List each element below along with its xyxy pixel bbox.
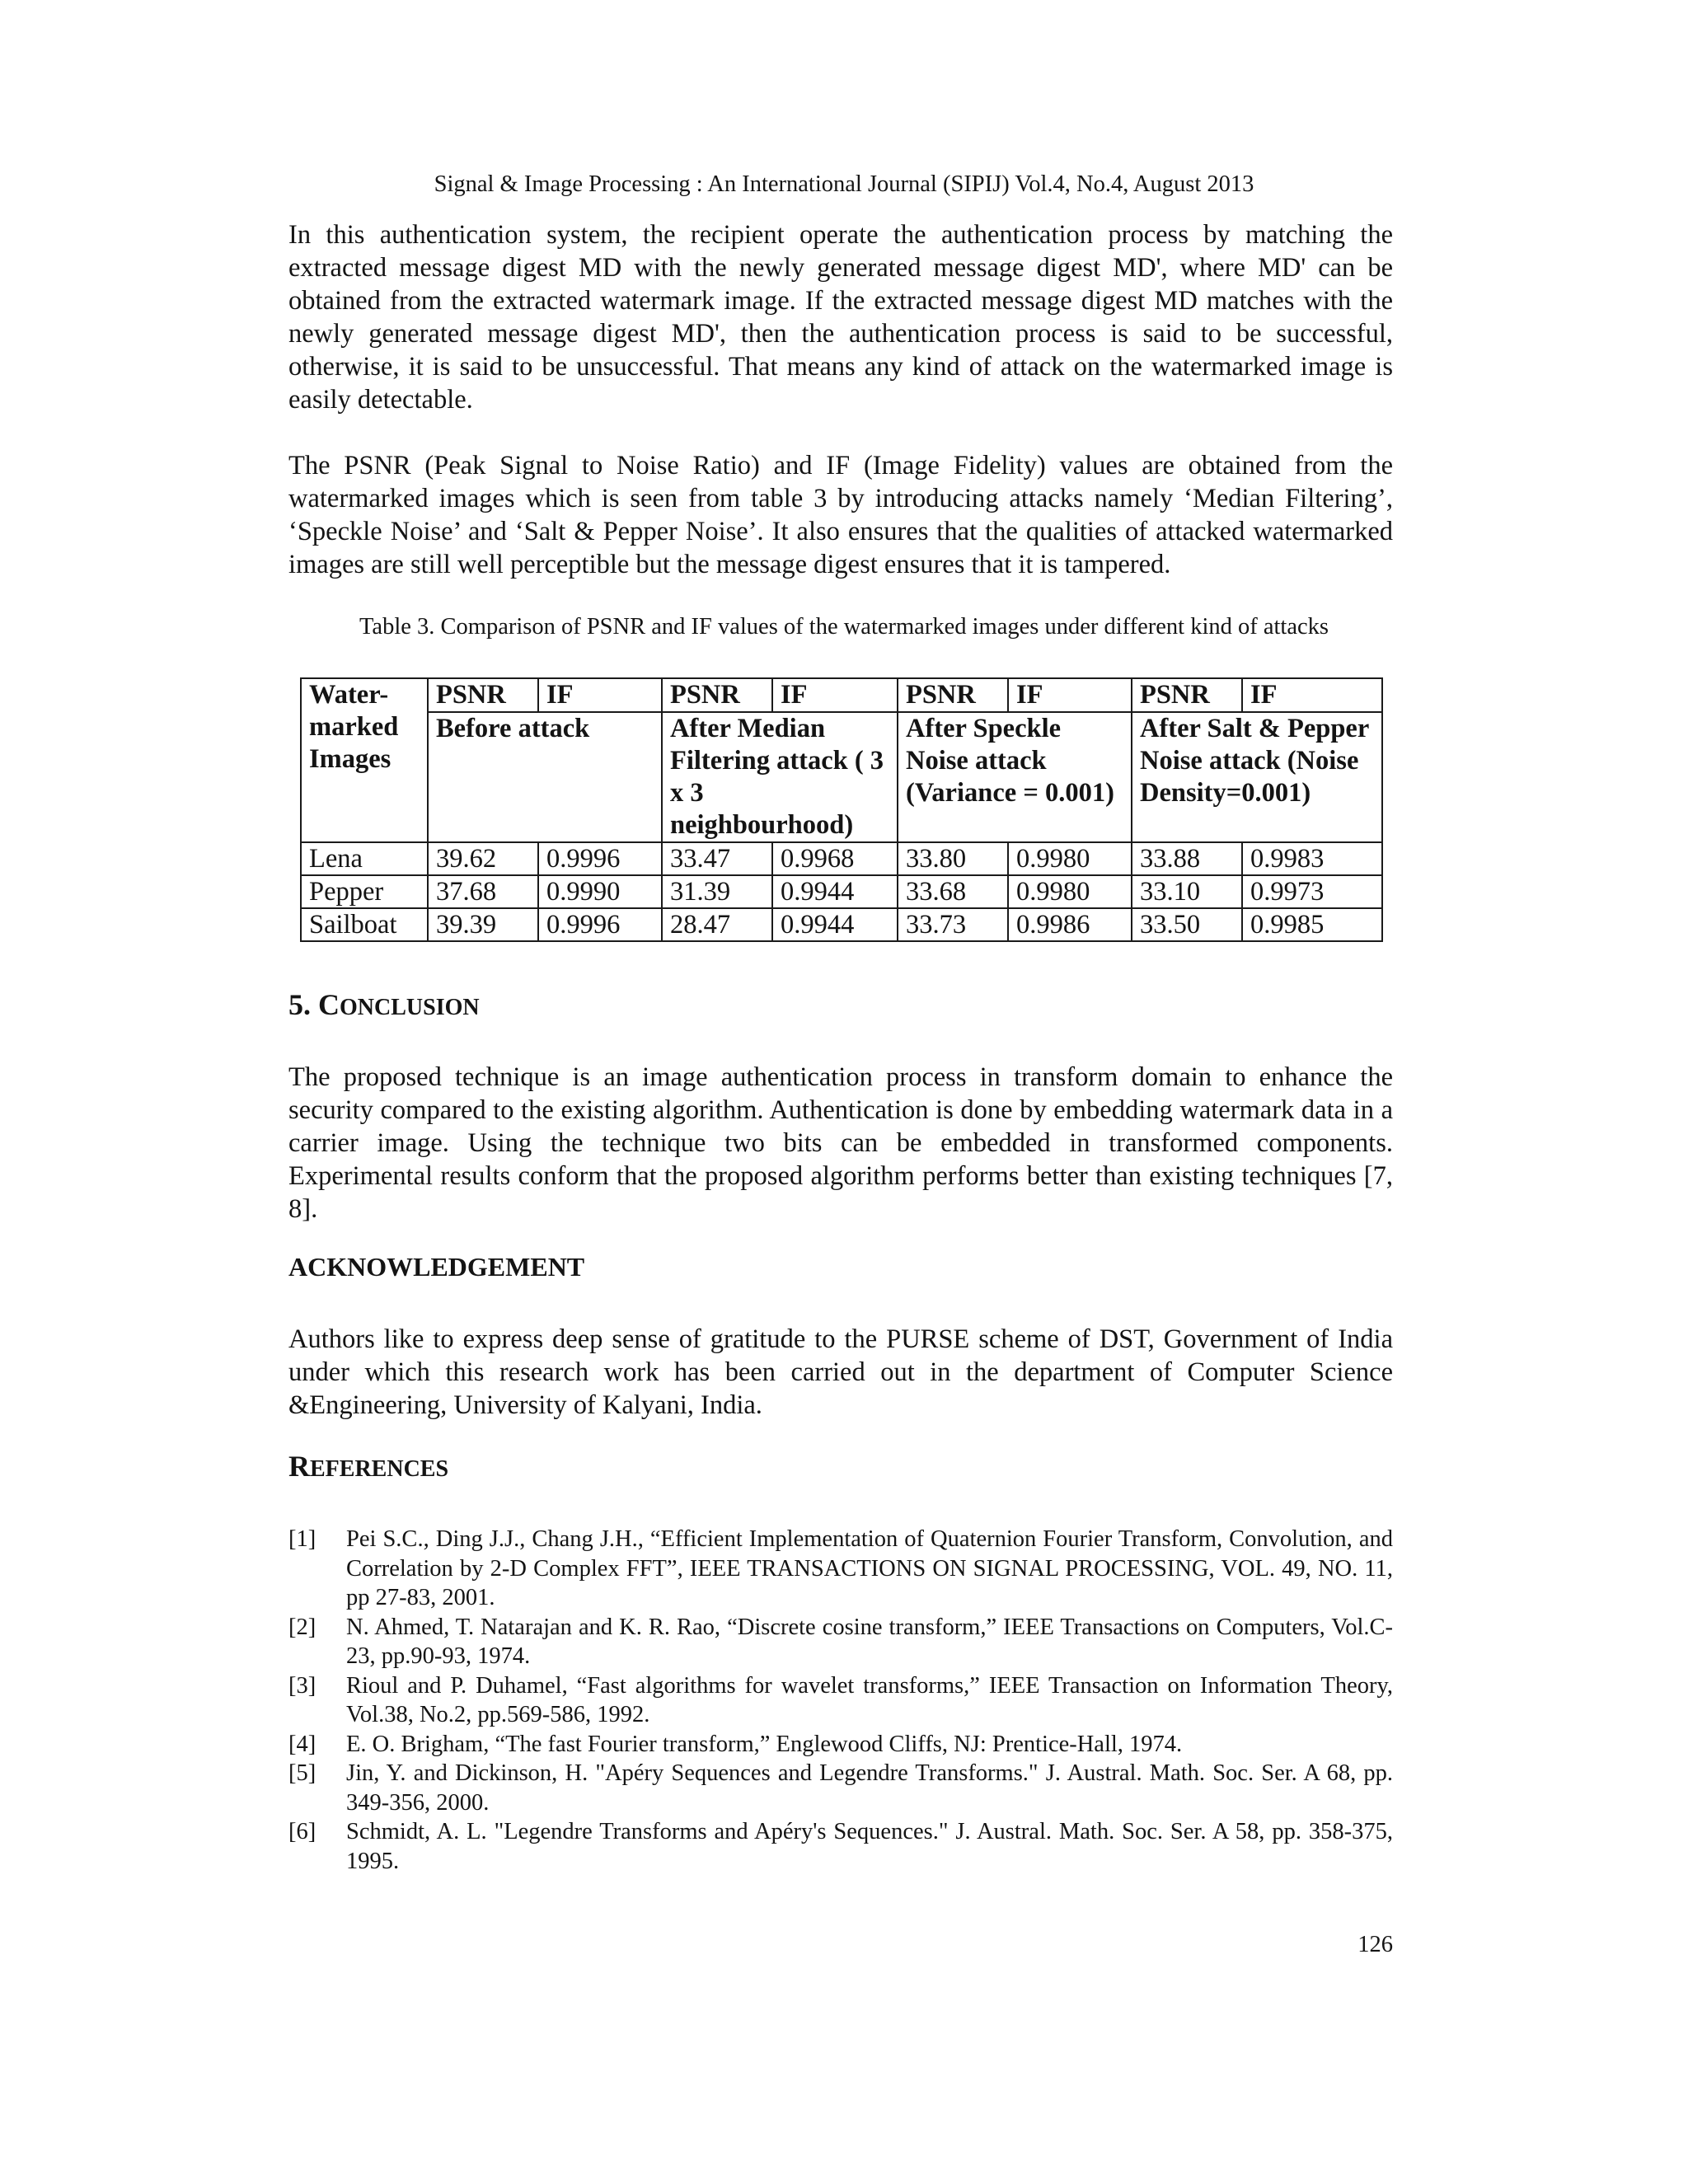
- table-caption: Table 3. Comparison of PSNR and IF values of the watermarked images under different kind of attacks: [359, 614, 1329, 640]
- table-row: [301, 908, 1382, 941]
- table-cell: 0.9985: [1242, 908, 1382, 941]
- table-cell: 33.50: [1132, 908, 1242, 941]
- table-cell: 33.80: [898, 842, 1008, 875]
- reference-item: [288, 1671, 1393, 1730]
- reference-text: Schmidt, A. L. "Legendre Transforms and Apéry's Sequences." J. Austral. Math. Soc. Ser. A 58, pp. 358-375, 1995.: [346, 1819, 1393, 1874]
- table-cell: 0.9990: [538, 875, 662, 908]
- col-label-if-median: IF: [772, 678, 898, 712]
- table-cell: 37.68: [428, 875, 538, 908]
- reference-item: [288, 1817, 1393, 1876]
- reference-number: [6]: [288, 1819, 316, 1844]
- col-label-psnr-median: PSNR: [662, 678, 772, 712]
- reference-number: [1]: [288, 1526, 316, 1552]
- reference-number: [5]: [288, 1760, 316, 1786]
- table-cell: 33.47: [662, 842, 772, 875]
- table-row: [301, 875, 1382, 908]
- conclusion-heading-rest: ONCLUSION: [340, 995, 480, 1020]
- table-cell: 33.73: [898, 908, 1008, 941]
- references-heading-first: R: [288, 1450, 310, 1483]
- col-label-if-saltpepper: IF: [1242, 678, 1382, 712]
- references-heading-rest: EFERENCES: [310, 1456, 449, 1482]
- reference-text: Rioul and P. Duhamel, “Fast algorithms for wavelet transforms,” IEEE Transaction on Information Theory, Vol.38, No.2, pp.569-586, 1992.: [346, 1672, 1393, 1727]
- body-paragraph-psnr: The PSNR (Peak Signal to Noise Ratio) and IF (Image Fidelity) values are obtained from the watermarked images which is seen from table 3 by introducing attacks namely ‘Median Filtering’, ‘Speckle Noise’ and ‘Salt & Pepper Noise’. It also ensures that the qualities of attacked watermarked images are still well perceptible but the message digest ensures that it is tampered.: [288, 451, 1393, 579]
- group-median-filtering: After Median Filtering attack ( 3 x 3 neighbourhood): [662, 712, 898, 842]
- col-label-psnr-saltpepper: PSNR: [1132, 678, 1242, 712]
- table-cell: 0.9980: [1008, 875, 1132, 908]
- reference-text: Pei S.C., Ding J.J., Chang J.H., “Efficient Implementation of Quaternion Fourier Transform, Convolution, and Correlation by 2-D Complex FFT”, IEEE TRANSACTIONS ON SIGNAL PROCESSING, VOL. 49, NO. 11, pp 27-83, 2001.: [346, 1526, 1393, 1610]
- conclusion-heading: [288, 987, 480, 1026]
- conclusion-paragraph: The proposed technique is an image authentication process in transform domain to enhance the security compared to the existing algorithm. Authentication is done by embedding watermark data in a carrier image. Using the technique two bits can be embedded in transformed components. Experimental results conform that the proposed algorithm performs better than existing techniques [7, 8].: [288, 1062, 1393, 1224]
- reference-text: Jin, Y. and Dickinson, H. "Apéry Sequences and Legendre Transforms." J. Austral. Math. Soc. Ser. A 68, pp. 349-356, 2000.: [346, 1760, 1393, 1816]
- table-cell: 0.9983: [1242, 842, 1382, 875]
- group-before-attack: Before attack: [428, 712, 662, 842]
- table-corner-cell: Water-marked Images: [301, 678, 428, 842]
- table-cell: 39.39: [428, 908, 538, 941]
- row-label: Lena: [301, 842, 428, 875]
- results-table: [300, 677, 1383, 942]
- table-cell: 33.10: [1132, 875, 1242, 908]
- table-cell: 0.9968: [772, 842, 898, 875]
- table-cell: 33.68: [898, 875, 1008, 908]
- row-label: Sailboat: [301, 908, 428, 941]
- acknowledgement-heading: ACKNOWLEDGEMENT: [288, 1252, 585, 1282]
- reference-item: [288, 1730, 1393, 1760]
- table-header-row: [301, 678, 1382, 712]
- body-paragraph-authentication: In this authentication system, the recipient operate the authentication process by matching the extracted message digest MD with the newly generated message digest MD', where MD' can be obtained from the extracted watermark image. If the extracted message digest MD matches with the newly generated message digest MD', then the authentication process is said to be successful, otherwise, it is said to be unsuccessful. That means any kind of attack on the watermarked image is easily detectable.: [288, 220, 1393, 415]
- conclusion-heading-num: 5. C: [288, 988, 340, 1021]
- page-number: 126: [1357, 1932, 1393, 1957]
- reference-item: [288, 1525, 1393, 1613]
- table-cell: 0.9944: [772, 908, 898, 941]
- table-cell: 39.62: [428, 842, 538, 875]
- reference-number: [4]: [288, 1731, 316, 1757]
- col-label-psnr-before: PSNR: [428, 678, 538, 712]
- row-label: Pepper: [301, 875, 428, 908]
- table-cell: 28.47: [662, 908, 772, 941]
- table-cell: 0.9973: [1242, 875, 1382, 908]
- references-heading: [288, 1448, 448, 1488]
- group-speckle-noise: After Speckle Noise attack (Variance = 0.001): [898, 712, 1132, 842]
- table-cell: 0.9980: [1008, 842, 1132, 875]
- col-label-psnr-speckle: PSNR: [898, 678, 1008, 712]
- table-cell: 33.88: [1132, 842, 1242, 875]
- table-cell: 31.39: [662, 875, 772, 908]
- table-cell: 0.9986: [1008, 908, 1132, 941]
- reference-number: [2]: [288, 1614, 316, 1640]
- reference-text: N. Ahmed, T. Natarajan and K. R. Rao, “Discrete cosine transform,” IEEE Transactions on Computers, Vol.C-23, pp.90-93, 1974.: [346, 1614, 1393, 1669]
- col-label-if-before: IF: [538, 678, 662, 712]
- table-cell: 0.9996: [538, 842, 662, 875]
- running-head: Signal & Image Processing : An International Journal (SIPIJ) Vol.4, No.4, August 2013: [434, 171, 1254, 197]
- reference-item: [288, 1759, 1393, 1817]
- table-group-row: [301, 712, 1382, 842]
- col-label-if-speckle: IF: [1008, 678, 1132, 712]
- reference-number: [3]: [288, 1672, 316, 1699]
- table-cell: 0.9996: [538, 908, 662, 941]
- acknowledgement-paragraph: Authors like to express deep sense of gratitude to the PURSE scheme of DST, Government of India under which this research work has been carried out in the department of Computer Science &Engineering, University of Kalyani, India.: [288, 1324, 1393, 1420]
- table-cell: 0.9944: [772, 875, 898, 908]
- table-row: [301, 842, 1382, 875]
- group-salt-pepper: After Salt & Pepper Noise attack (Noise Density=0.001): [1132, 712, 1382, 842]
- reference-text: E. O. Brigham, “The fast Fourier transform,” Englewood Cliffs, NJ: Prentice-Hall, 1974.: [346, 1731, 1183, 1757]
- reference-list: [288, 1525, 1393, 1876]
- reference-item: [288, 1613, 1393, 1671]
